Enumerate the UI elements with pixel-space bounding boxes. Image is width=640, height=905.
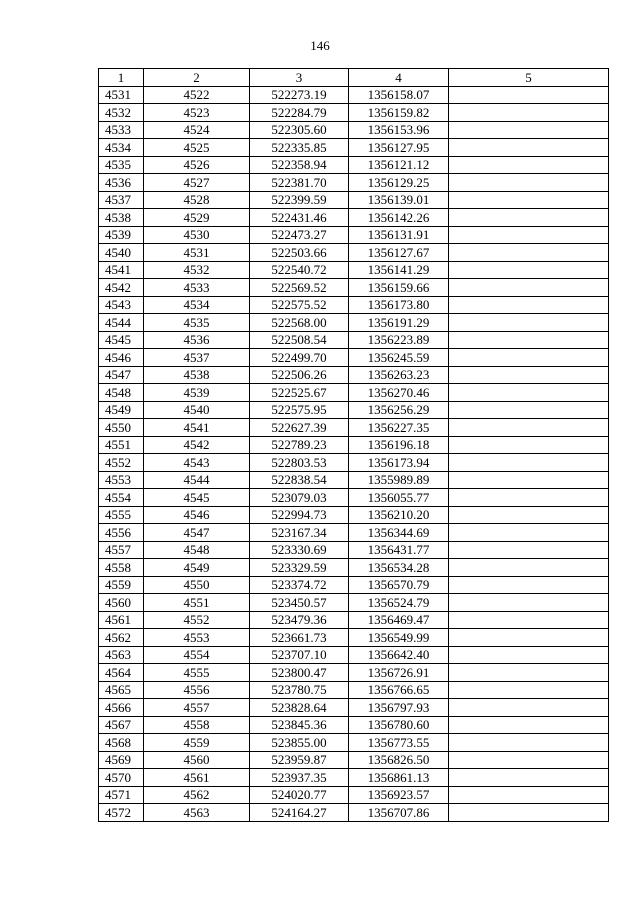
table-row	[99, 454, 609, 472]
table-cell: 4569	[99, 751, 144, 769]
table-cell: 523800.47	[250, 664, 349, 682]
table-cell: 522473.27	[250, 226, 349, 244]
table-cell: 4533	[99, 121, 144, 139]
table-row	[99, 594, 609, 612]
table-cell	[449, 751, 609, 769]
table-cell: 522568.00	[250, 314, 349, 332]
table-cell: 1356766.65	[349, 681, 449, 699]
table-row	[99, 769, 609, 787]
table-row	[99, 86, 609, 104]
table-cell: 4556	[144, 681, 250, 699]
table-cell: 1356139.01	[349, 191, 449, 209]
table-cell	[449, 121, 609, 139]
table-cell	[449, 191, 609, 209]
table-cell: 523855.00	[250, 734, 349, 752]
table-cell: 522399.59	[250, 191, 349, 209]
table-header-row	[99, 69, 609, 87]
table-cell	[449, 506, 609, 524]
table-row	[99, 419, 609, 437]
table-cell: 523661.73	[250, 629, 349, 647]
table-cell: 4566	[99, 699, 144, 717]
table-cell: 4563	[99, 646, 144, 664]
table-cell: 523479.36	[250, 611, 349, 629]
table-cell: 4533	[144, 279, 250, 297]
table-cell: 1356826.50	[349, 751, 449, 769]
table-row	[99, 541, 609, 559]
table-cell: 1356191.29	[349, 314, 449, 332]
table-row	[99, 786, 609, 804]
table-cell	[449, 261, 609, 279]
table-cell: 1356773.55	[349, 734, 449, 752]
table-cell: 4546	[99, 349, 144, 367]
table-row	[99, 489, 609, 507]
table-cell	[449, 209, 609, 227]
table-cell: 4523	[144, 104, 250, 122]
table-cell: 4532	[99, 104, 144, 122]
table-cell: 4551	[144, 594, 250, 612]
table-cell	[449, 279, 609, 297]
table-cell	[449, 296, 609, 314]
table-cell: 522803.53	[250, 454, 349, 472]
table-cell: 523845.36	[250, 716, 349, 734]
table-cell	[449, 559, 609, 577]
table-row	[99, 104, 609, 122]
table-row	[99, 174, 609, 192]
table-row	[99, 506, 609, 524]
table-cell: 4545	[144, 489, 250, 507]
table-cell	[449, 629, 609, 647]
table-cell: 1356153.96	[349, 121, 449, 139]
table-row	[99, 629, 609, 647]
table-cell: 523330.69	[250, 541, 349, 559]
table-cell	[449, 104, 609, 122]
table-row	[99, 279, 609, 297]
table-cell: 1356173.94	[349, 454, 449, 472]
table-cell: 4560	[99, 594, 144, 612]
table-row	[99, 664, 609, 682]
table-cell: 4541	[144, 419, 250, 437]
table-cell: 4546	[144, 506, 250, 524]
table-cell: 4527	[144, 174, 250, 192]
table-cell: 4571	[99, 786, 144, 804]
table-cell	[449, 384, 609, 402]
table-row	[99, 751, 609, 769]
table-cell: 524020.77	[250, 786, 349, 804]
table-cell: 4557	[99, 541, 144, 559]
table-cell: 4563	[144, 804, 250, 822]
table-cell: 4537	[99, 191, 144, 209]
table-row	[99, 314, 609, 332]
table-cell: 1356534.28	[349, 559, 449, 577]
table-cell: 524164.27	[250, 804, 349, 822]
table-cell: 1356549.99	[349, 629, 449, 647]
table-cell: 4560	[144, 751, 250, 769]
table-cell: 522540.72	[250, 261, 349, 279]
table-cell: 522358.94	[250, 156, 349, 174]
table-cell: 4545	[99, 331, 144, 349]
table-cell: 4531	[144, 244, 250, 262]
table-cell	[449, 541, 609, 559]
table-row	[99, 401, 609, 419]
table-cell: 522838.54	[250, 471, 349, 489]
table-cell: 522284.79	[250, 104, 349, 122]
table-cell: 522627.39	[250, 419, 349, 437]
column-header: 5	[449, 69, 609, 87]
table-row	[99, 384, 609, 402]
table-cell: 4526	[144, 156, 250, 174]
table-cell: 1356158.07	[349, 86, 449, 104]
table-cell: 4539	[99, 226, 144, 244]
table-cell	[449, 804, 609, 822]
table-cell: 4554	[144, 646, 250, 664]
table-cell: 4550	[99, 419, 144, 437]
table-cell	[449, 594, 609, 612]
table-cell	[449, 419, 609, 437]
table-cell: 4558	[99, 559, 144, 577]
table-cell: 4549	[144, 559, 250, 577]
table-cell: 4559	[144, 734, 250, 752]
table-cell: 4532	[144, 261, 250, 279]
table-cell: 4554	[99, 489, 144, 507]
table-cell: 4540	[144, 401, 250, 419]
table-row	[99, 331, 609, 349]
table-row	[99, 611, 609, 629]
table-cell	[449, 331, 609, 349]
table-cell: 4572	[99, 804, 144, 822]
table-cell	[449, 576, 609, 594]
table-cell: 523707.10	[250, 646, 349, 664]
table-cell: 1356861.13	[349, 769, 449, 787]
table-cell: 4562	[99, 629, 144, 647]
table-cell: 4568	[99, 734, 144, 752]
table-cell: 522499.70	[250, 349, 349, 367]
table-cell: 1356270.46	[349, 384, 449, 402]
table-cell: 522273.19	[250, 86, 349, 104]
table-cell: 4542	[99, 279, 144, 297]
coordinates-table	[98, 68, 609, 822]
table-cell: 4565	[99, 681, 144, 699]
table-cell: 4536	[99, 174, 144, 192]
table-cell: 1356707.86	[349, 804, 449, 822]
table-cell	[449, 174, 609, 192]
table-row	[99, 209, 609, 227]
table-cell	[449, 454, 609, 472]
table-cell: 4530	[144, 226, 250, 244]
table-cell	[449, 86, 609, 104]
table-cell: 4543	[144, 454, 250, 472]
table-cell: 4535	[99, 156, 144, 174]
table-row	[99, 349, 609, 367]
table-cell: 1356524.79	[349, 594, 449, 612]
table-row	[99, 436, 609, 454]
table-cell: 4552	[99, 454, 144, 472]
table-cell: 1356159.66	[349, 279, 449, 297]
table-cell: 1356121.12	[349, 156, 449, 174]
table-cell	[449, 436, 609, 454]
table-row	[99, 296, 609, 314]
table-cell: 523780.75	[250, 681, 349, 699]
table-cell: 4547	[99, 366, 144, 384]
table-cell: 522335.85	[250, 139, 349, 157]
table-cell: 1356223.89	[349, 331, 449, 349]
column-header: 4	[349, 69, 449, 87]
table-cell: 4534	[99, 139, 144, 157]
table-row	[99, 366, 609, 384]
table-cell: 1356263.23	[349, 366, 449, 384]
table-row	[99, 804, 609, 822]
table-cell: 4542	[144, 436, 250, 454]
table-cell	[449, 611, 609, 629]
table-cell: 4544	[99, 314, 144, 332]
table-cell: 1356142.26	[349, 209, 449, 227]
table-cell: 1356726.91	[349, 664, 449, 682]
table-cell: 4524	[144, 121, 250, 139]
table-cell: 4529	[144, 209, 250, 227]
table-row	[99, 139, 609, 157]
table-row	[99, 156, 609, 174]
table-row	[99, 559, 609, 577]
table-cell: 4538	[144, 366, 250, 384]
table-cell: 4552	[144, 611, 250, 629]
table-cell: 1356431.77	[349, 541, 449, 559]
table-cell: 4522	[144, 86, 250, 104]
table-cell: 4548	[99, 384, 144, 402]
table-row	[99, 524, 609, 542]
column-header: 3	[250, 69, 349, 87]
table-cell: 4536	[144, 331, 250, 349]
table-cell: 4539	[144, 384, 250, 402]
table-row	[99, 191, 609, 209]
table-cell: 1356127.67	[349, 244, 449, 262]
table-cell: 522569.52	[250, 279, 349, 297]
table-cell: 4543	[99, 296, 144, 314]
table-cell	[449, 699, 609, 717]
table-cell: 522503.66	[250, 244, 349, 262]
table-cell	[449, 646, 609, 664]
table-cell	[449, 769, 609, 787]
table-row	[99, 471, 609, 489]
table-cell: 1356344.69	[349, 524, 449, 542]
table-row	[99, 244, 609, 262]
table-row	[99, 121, 609, 139]
table-row	[99, 646, 609, 664]
table-cell: 1356570.79	[349, 576, 449, 594]
table-cell: 4540	[99, 244, 144, 262]
table-cell: 4567	[99, 716, 144, 734]
table-cell: 522789.23	[250, 436, 349, 454]
table-cell: 522525.67	[250, 384, 349, 402]
table-row	[99, 699, 609, 717]
table-cell: 522575.52	[250, 296, 349, 314]
table-cell: 4547	[144, 524, 250, 542]
table-cell: 4538	[99, 209, 144, 227]
table-cell: 4562	[144, 786, 250, 804]
table-cell: 4535	[144, 314, 250, 332]
table-cell: 4550	[144, 576, 250, 594]
table-cell: 522508.54	[250, 331, 349, 349]
table-cell: 4557	[144, 699, 250, 717]
column-header: 1	[99, 69, 144, 87]
table-cell: 4561	[144, 769, 250, 787]
table-cell: 4558	[144, 716, 250, 734]
table-cell: 523079.03	[250, 489, 349, 507]
table-cell: 1356642.40	[349, 646, 449, 664]
table-cell: 4544	[144, 471, 250, 489]
table-cell: 523374.72	[250, 576, 349, 594]
table-row	[99, 734, 609, 752]
table-cell: 4553	[99, 471, 144, 489]
table-cell	[449, 401, 609, 419]
table-cell: 1356245.59	[349, 349, 449, 367]
column-header: 2	[144, 69, 250, 87]
table-cell	[449, 524, 609, 542]
table-cell: 523450.57	[250, 594, 349, 612]
table-body	[99, 86, 609, 821]
table-cell: 4570	[99, 769, 144, 787]
table-cell: 1356780.60	[349, 716, 449, 734]
table-cell	[449, 156, 609, 174]
table-cell: 4525	[144, 139, 250, 157]
table-cell	[449, 366, 609, 384]
page-number: 146	[310, 38, 330, 53]
table-cell: 4555	[99, 506, 144, 524]
table-cell: 522994.73	[250, 506, 349, 524]
table-cell: 4531	[99, 86, 144, 104]
table-cell: 1356210.20	[349, 506, 449, 524]
table-cell: 4537	[144, 349, 250, 367]
table-row	[99, 716, 609, 734]
table-cell	[449, 786, 609, 804]
table-row	[99, 261, 609, 279]
table-cell: 4548	[144, 541, 250, 559]
table-cell	[449, 716, 609, 734]
table-cell: 1356227.35	[349, 419, 449, 437]
table-cell: 1356131.91	[349, 226, 449, 244]
table-cell: 1356173.80	[349, 296, 449, 314]
table-row	[99, 681, 609, 699]
table-cell	[449, 139, 609, 157]
table-cell: 523959.87	[250, 751, 349, 769]
table-cell	[449, 314, 609, 332]
table-cell: 4528	[144, 191, 250, 209]
table-cell: 1356196.18	[349, 436, 449, 454]
table-cell: 1355989.89	[349, 471, 449, 489]
table-cell: 1356055.77	[349, 489, 449, 507]
table-row	[99, 226, 609, 244]
table-cell	[449, 226, 609, 244]
table-cell: 4534	[144, 296, 250, 314]
table-cell: 523329.59	[250, 559, 349, 577]
table-cell: 1356923.57	[349, 786, 449, 804]
table-cell: 4541	[99, 261, 144, 279]
table-cell	[449, 664, 609, 682]
table-cell: 523937.35	[250, 769, 349, 787]
table-cell	[449, 681, 609, 699]
table-cell: 4551	[99, 436, 144, 454]
table-row	[99, 576, 609, 594]
table-cell: 523828.64	[250, 699, 349, 717]
table-cell: 4564	[99, 664, 144, 682]
table-cell: 1356256.29	[349, 401, 449, 419]
table-cell: 4556	[99, 524, 144, 542]
table-cell: 1356797.93	[349, 699, 449, 717]
table-cell: 4559	[99, 576, 144, 594]
table-cell: 522381.70	[250, 174, 349, 192]
table-cell	[449, 349, 609, 367]
table-cell: 523167.34	[250, 524, 349, 542]
table-cell: 522305.60	[250, 121, 349, 139]
table-cell: 1356469.47	[349, 611, 449, 629]
table-cell: 1356129.25	[349, 174, 449, 192]
table-cell: 522575.95	[250, 401, 349, 419]
table-cell: 4549	[99, 401, 144, 419]
table-cell	[449, 244, 609, 262]
table-cell	[449, 489, 609, 507]
table-cell	[449, 471, 609, 489]
table-cell: 1356141.29	[349, 261, 449, 279]
table-cell: 522431.46	[250, 209, 349, 227]
table-cell: 1356159.82	[349, 104, 449, 122]
table-cell: 1356127.95	[349, 139, 449, 157]
table-cell: 4553	[144, 629, 250, 647]
table-cell: 522506.26	[250, 366, 349, 384]
table-cell: 4561	[99, 611, 144, 629]
table-cell	[449, 734, 609, 752]
table-cell: 4555	[144, 664, 250, 682]
